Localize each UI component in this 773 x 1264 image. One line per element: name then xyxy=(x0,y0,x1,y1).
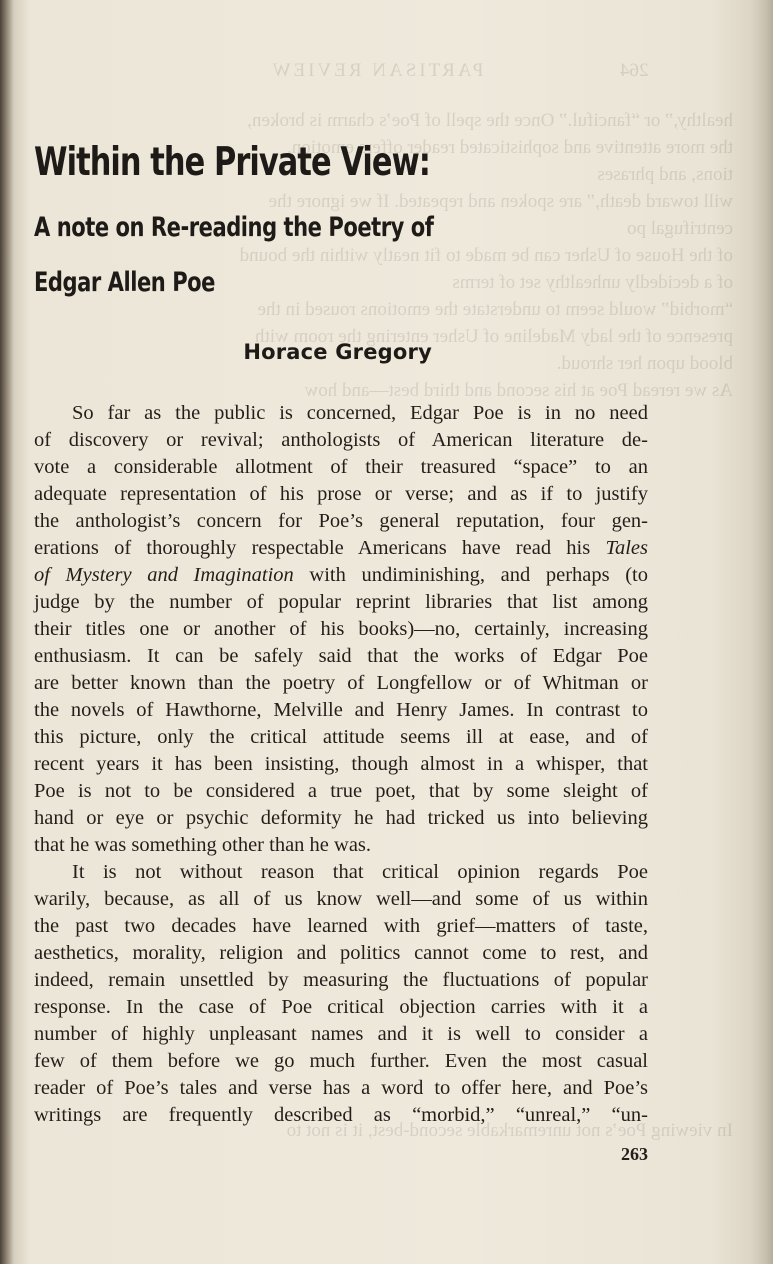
body-text-line: their titles one or another of his books)—no, certainly, increasing xyxy=(34,618,648,640)
bleed-line: “morbid” would seem to understate the emotions roused in the xyxy=(257,299,733,320)
body-text-line: vote a considerable allotment of their treasured “space” to an xyxy=(34,456,648,478)
author-byline: Horace Gregory xyxy=(243,340,432,364)
body-text-line: of Mystery and Imagination with undiminishing, and perhaps (to xyxy=(34,564,648,586)
body-text-line: So far as the public is concerned, Edgar Poe is in no need xyxy=(72,402,648,424)
bleed-line: presence of the lady Madeline of Usher entering the room with xyxy=(254,326,733,347)
bleed-line: of the House of Usher can be made to fit neatly within the bound xyxy=(239,245,733,266)
body-text-line: Poe is not to be considered a true poet, that by some sleight of xyxy=(34,780,648,802)
body-text-line: enthusiasm. It can be safely said that the works of Edgar Poe xyxy=(34,645,648,667)
body-text-line: writings are frequently described as “morbid,” “unreal,” “un- xyxy=(34,1104,648,1126)
body-text-line: judge by the number of popular reprint libraries that list among xyxy=(34,591,648,613)
body-text-line: recent years it has been insisting, though almost in a whisper, that xyxy=(34,753,648,775)
bleed-line: tions, and phrases xyxy=(597,164,733,185)
body-text-line: indeed, remain unsettled by measuring the fluctuations of popular xyxy=(34,969,648,991)
bleed-line: of a decidedly unhealthy set of terms xyxy=(452,272,733,293)
body-text-line: adequate representation of his prose or verse; and as if to justify xyxy=(34,483,648,505)
bleed-line: the more attentive and sophisticated reader offers emotion, xyxy=(287,137,733,158)
body-text-line: It is not without reason that critical opinion regards Poe xyxy=(72,861,648,883)
bleed-line: blood upon her shroud. xyxy=(556,353,733,374)
book-title-italic: of Mystery and Imagination xyxy=(34,564,294,586)
body-text-line: are better known than the poetry of Longfellow or of Whitman or xyxy=(34,672,648,694)
bleed-line: healthy,” or “fanciful.” Once the spell of Poe’s charm is broken, xyxy=(247,110,733,131)
bleed-line: centrifugal po xyxy=(626,218,733,239)
body-text-line: the novels of Hawthorne, Melville and Henry James. In contrast to xyxy=(34,699,648,721)
body-text-line: aesthetics, morality, religion and politics cannot come to rest, and xyxy=(34,942,648,964)
body-text-line: the past two decades have learned with grief—matters of taste, xyxy=(34,915,648,937)
bleed-line: will toward death,” are spoken and repeated. If we ignore the xyxy=(268,191,733,212)
body-text-line: warily, because, as all of us know well—and some of us within xyxy=(34,888,648,910)
bleed-line: In viewing Poe’s not unremarkable second-best, it is not to xyxy=(286,1120,733,1141)
body-text-line: that he was something other than he was. xyxy=(34,834,372,856)
bleed-running-head: PARTISAN REVIEW xyxy=(269,60,484,81)
bleed-page-number: 264 xyxy=(620,60,649,81)
page-number: 263 xyxy=(621,1144,648,1164)
body-text-line: few of them before we go much further. Even the most casual xyxy=(34,1050,648,1072)
article-subtitle-line-1: A note on Re-reading the Poetry of xyxy=(34,212,434,243)
body-text-line: erations of thoroughly respectable Americans have read his Tales xyxy=(34,537,648,559)
book-title-italic: Tales xyxy=(605,537,648,559)
bleed-line: As we reread Poe at his second and third best—and how xyxy=(304,380,733,401)
body-text-line: response. In the case of Poe critical objection carries with it a xyxy=(34,996,648,1018)
body-text-line: number of highly unpleasant names and it is well to consider a xyxy=(34,1023,648,1045)
article-title: Within the Private View: xyxy=(34,140,430,185)
body-text-line: of discovery or revival; anthologists of American literature de- xyxy=(34,429,648,451)
article-subtitle-line-2: Edgar Allen Poe xyxy=(34,267,215,298)
body-text-line: reader of Poe’s tales and verse has a word to offer here, and Poe’s xyxy=(34,1077,648,1099)
body-text-line: hand or eye or psychic deformity he had tricked us into believing xyxy=(34,807,648,829)
body-text-line: the anthologist’s concern for Poe’s general reputation, four gen- xyxy=(34,510,648,532)
body-text-line: this picture, only the critical attitude seems ill at ease, and of xyxy=(34,726,648,748)
